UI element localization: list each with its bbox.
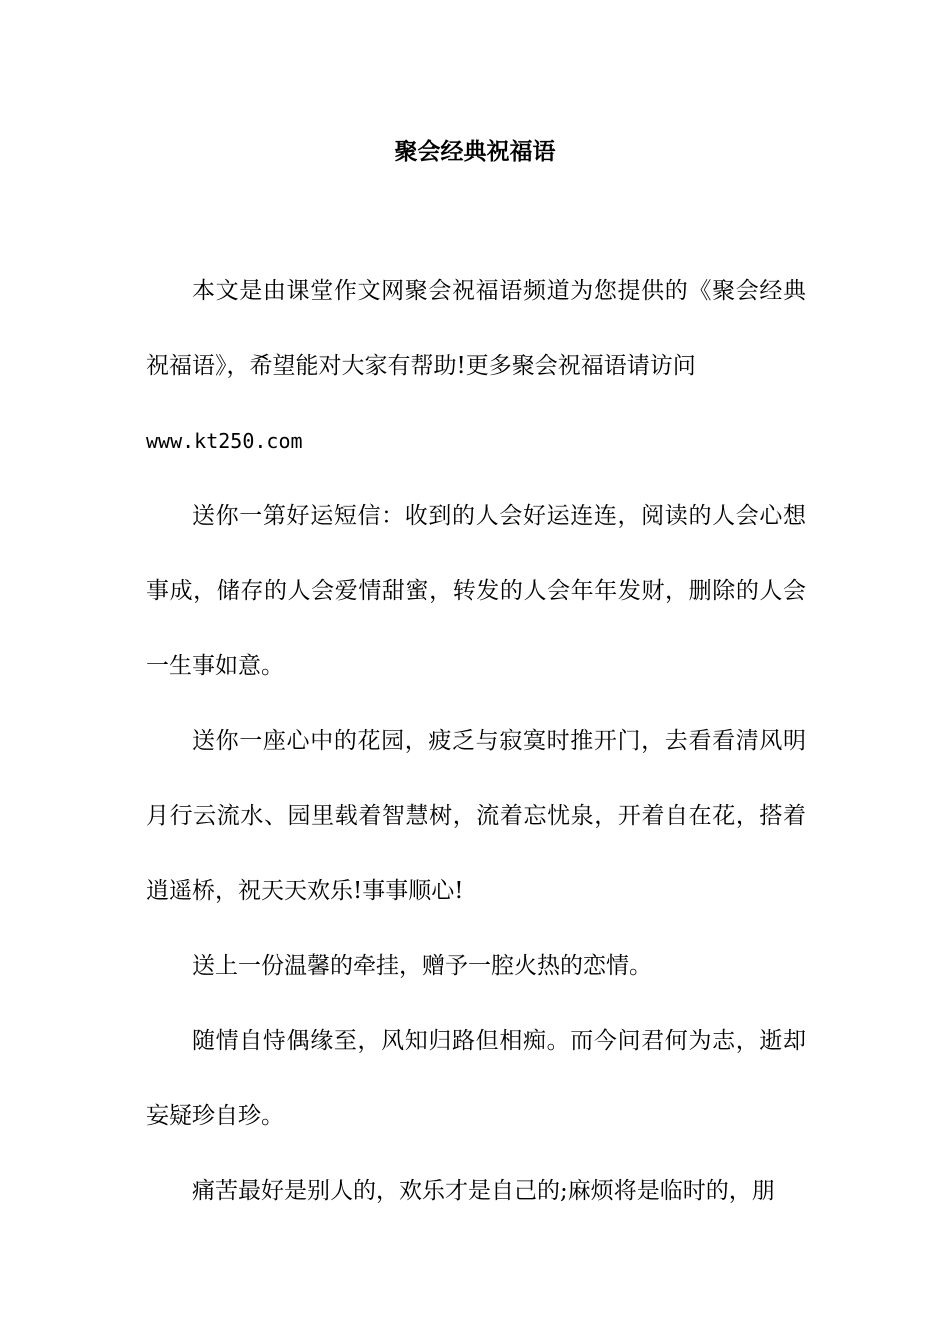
intro-paragraph — [146, 254, 806, 479]
intro-text: 本文是由课堂作文网聚会祝福语频道为您提供的《聚会经典祝福语》，希望能对大家有帮助!更多聚会祝福语请访问 — [146, 278, 806, 379]
paragraph: 送上一份温馨的牵挂，赠予一腔火热的恋情。 — [192, 953, 652, 979]
paragraph: 随情自恃偶缘至，风知归路但相痴。而今问君何为志，逝却妄疑珍自珍。 — [146, 1028, 806, 1129]
document-body — [146, 254, 806, 1229]
paragraph: 送你一座心中的花园，疲乏与寂寞时推开门，去看看清风明月行云流水、园里载着智慧树，流着忘忧泉，开着自在花，搭着逍遥桥，祝天天欢乐!事事顺心! — [146, 728, 806, 904]
paragraph: 送你一第好运短信：收到的人会好运连连，阅读的人会心想事成，储存的人会爱情甜蜜，转发的人会年年发财，删除的人会一生事如意。 — [146, 503, 806, 679]
document-title: 聚会经典祝福语 — [394, 139, 556, 165]
site-url: www.kt250.com — [146, 429, 303, 453]
paragraph: 痛苦最好是别人的，欢乐才是自己的;麻烦将是临时的，朋 — [192, 1178, 775, 1204]
